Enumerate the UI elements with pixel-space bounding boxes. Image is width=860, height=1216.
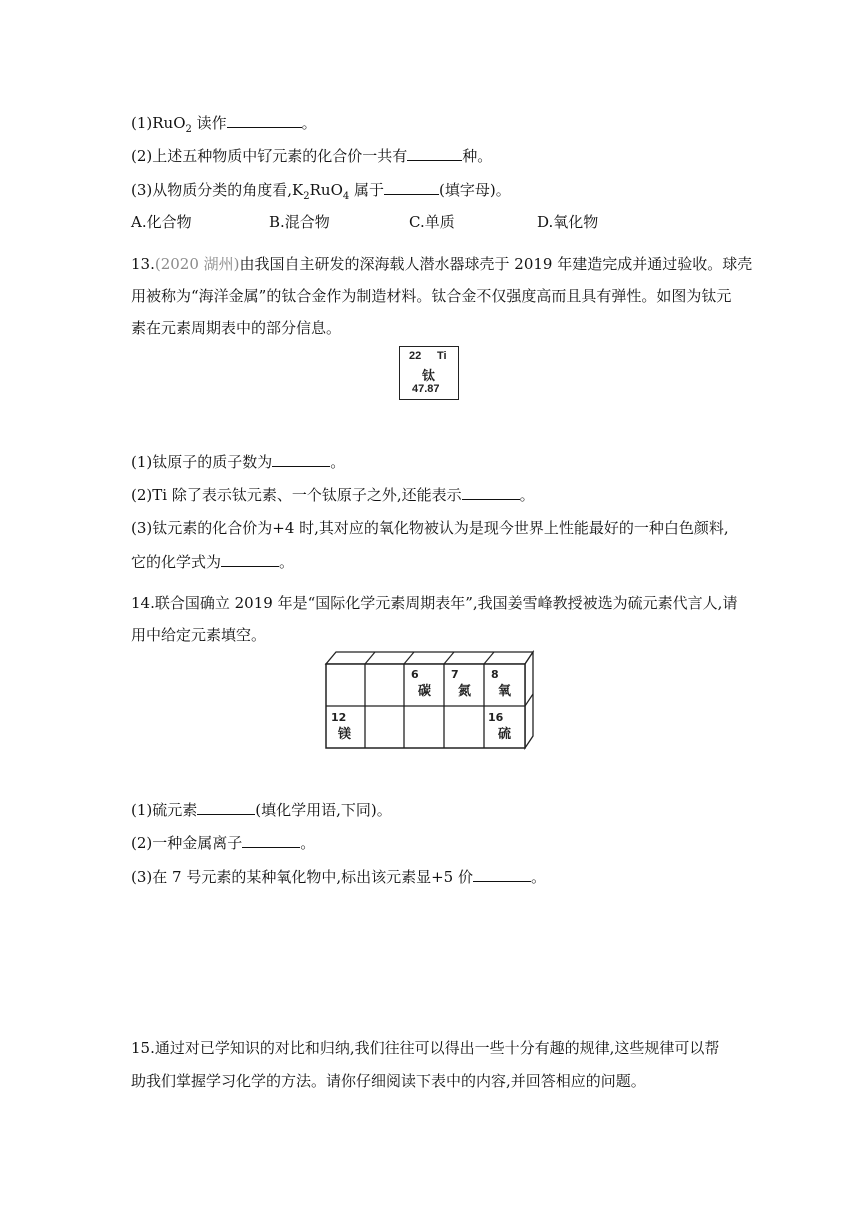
q12-sub2-text: (2)上述五种物质中钌元素的化合价一共有 xyxy=(131,147,408,165)
q12-options xyxy=(131,212,731,232)
q13-sub1-end: 。 xyxy=(330,453,346,471)
q13-sub2-text: (2)Ti 除了表示钛元素、一个钛原子之外,还能表示 xyxy=(131,486,462,504)
q14-sub1-blank xyxy=(197,799,255,815)
q13-sub3-line2 xyxy=(131,551,294,572)
cell-carbon-number: 6 xyxy=(411,668,419,681)
q13-sub3-text: 它的化学式为 xyxy=(131,553,222,571)
q12-sub1-blank xyxy=(227,112,302,128)
q12-option-c: C.单质 xyxy=(409,213,455,231)
q12-sub2 xyxy=(131,145,492,166)
cell-magnesium-name: 镁 xyxy=(338,727,352,742)
q13-source: (2020 湖州) xyxy=(154,255,240,273)
q12-sub1-end: 。 xyxy=(301,114,317,132)
q14-sub1-text: (1)硫元素 xyxy=(131,801,198,819)
q14-sub2-blank xyxy=(242,832,300,848)
cell-sulfur-number: 16 xyxy=(488,711,504,724)
q12-sub1-text2: 读作 xyxy=(191,114,227,132)
q13-sub1 xyxy=(131,451,345,472)
cell-oxygen-name: 氧 xyxy=(498,684,512,699)
cell-nitrogen-name: 氮 xyxy=(458,684,472,699)
q14-sub1-end: (填化学用语,下同)。 xyxy=(255,801,392,819)
q14-sub3 xyxy=(131,866,546,887)
cell-oxygen-number: 8 xyxy=(491,668,499,681)
q13-sub1-blank xyxy=(272,451,330,467)
q12-sub3-text2: 属于 xyxy=(349,181,385,199)
q12-sub2-blank xyxy=(407,145,462,161)
q13-sub2-end: 。 xyxy=(519,486,535,504)
q14-sub2-end: 。 xyxy=(300,834,316,852)
titanium-atomic-mass: 47.87 xyxy=(412,383,440,395)
q12-sub3-text-mid: RuO xyxy=(309,181,343,199)
q13-sub1-text: (1)钛原子的质子数为 xyxy=(131,453,273,471)
q13-stem-line2: 用被称为“海洋金属”的钛合金作为制造材料。钛合金不仅强度高而且具有弹性。如图为钛元 xyxy=(131,287,732,305)
q12-option-a: A.化合物 xyxy=(131,213,192,231)
q12-option-b: B.混合物 xyxy=(269,213,330,231)
q12-sub3 xyxy=(131,179,511,207)
q13-sub3-blank xyxy=(221,551,279,567)
titanium-symbol: Ti xyxy=(437,350,447,362)
cell-nitrogen-number: 7 xyxy=(451,668,459,681)
q13-stem-line1 xyxy=(131,254,752,274)
q15-stem-line1: 15.通过对已学知识的对比和归纳,我们往往可以得出一些十分有趣的规律,这些规律可以帮 xyxy=(131,1039,720,1057)
q12-sub1 xyxy=(131,112,317,140)
q12-sub1-text: (1)RuO xyxy=(131,114,186,132)
q14-sub3-text: (3)在 7 号元素的某种氧化物中,标出该元素显+5 价 xyxy=(131,868,473,886)
q13-line1-text: 由我国自主研发的深海载人潜水器球壳于 2019 年建造完成并通过验收。球壳 xyxy=(239,255,753,273)
q14-sub3-end: 。 xyxy=(530,868,546,886)
cell-magnesium-number: 12 xyxy=(331,711,347,724)
q14-sub2-text: (2)一种金属离子 xyxy=(131,834,243,852)
q14-stem-line2: 用中给定元素填空。 xyxy=(131,626,267,644)
q13-number: 13. xyxy=(131,255,155,273)
q13-sub2-blank xyxy=(462,484,520,500)
q12-sub2-end: 种。 xyxy=(462,147,493,165)
q12-sub3-end: (填字母)。 xyxy=(439,181,511,199)
q14-sub3-blank xyxy=(473,866,531,882)
q12-sub1-subscript: 2 xyxy=(185,124,192,135)
q12-option-d: D.氧化物 xyxy=(537,213,599,231)
q12-sub3-subscript-k: 2 xyxy=(303,191,310,202)
q13-sub2 xyxy=(131,484,535,505)
q12-sub3-subscript-o: 4 xyxy=(342,191,350,202)
q13-stem-line3: 素在元素周期表中的部分信息。 xyxy=(131,319,342,337)
periodic-table-figure xyxy=(318,648,540,754)
q13-sub3-line1: (3)钛元素的化合价为+4 时,其对应的氧化物被认为是现今世界上性能最好的一种白色颜料, xyxy=(131,519,729,537)
titanium-atomic-number: 22 xyxy=(409,350,422,362)
q14-sub1 xyxy=(131,799,392,820)
q12-sub3-blank xyxy=(384,179,439,195)
q14-sub2 xyxy=(131,832,315,853)
cell-carbon-name: 碳 xyxy=(418,684,432,699)
q15-stem-line2: 助我们掌握学习化学的方法。请你仔细阅读下表中的内容,并回答相应的问题。 xyxy=(131,1072,646,1090)
titanium-element-card xyxy=(399,346,459,400)
q14-stem-line1: 14.联合国确立 2019 年是“国际化学元素周期表年”,我国姜雪峰教授被选为硫元素代言人,请 xyxy=(131,594,738,612)
titanium-name: 钛 xyxy=(422,369,436,384)
q13-sub3-end: 。 xyxy=(279,553,295,571)
q12-sub3-text: (3)从物质分类的角度看,K xyxy=(131,181,304,199)
cell-sulfur-name: 硫 xyxy=(498,727,512,742)
